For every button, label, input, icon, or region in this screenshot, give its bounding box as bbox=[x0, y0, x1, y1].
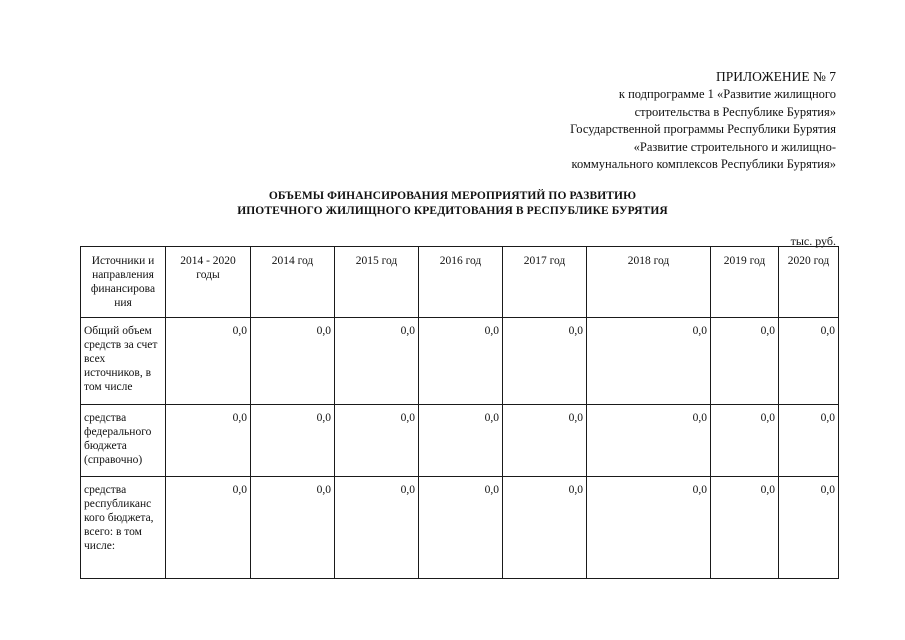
cell-value: 0,0 bbox=[166, 405, 251, 477]
document-title-line: ИПОТЕЧНОГО ЖИЛИЩНОГО КРЕДИТОВАНИЯ В РЕСПУБЛИКЕ БУРЯТИЯ bbox=[237, 205, 668, 217]
cell-value: 0,0 bbox=[503, 318, 587, 405]
table-row-total-funding bbox=[81, 318, 839, 405]
column-header-sources: Источники и направления финансирова ния bbox=[81, 247, 166, 318]
cell-value: 0,0 bbox=[335, 477, 419, 579]
column-header-2014: 2014 год bbox=[251, 247, 335, 318]
appendix-header bbox=[570, 68, 836, 174]
row-label: Общий объем средств за счет всех источников, в том числе bbox=[81, 318, 166, 405]
cell-value: 0,0 bbox=[251, 318, 335, 405]
column-header-2018: 2018 год bbox=[587, 247, 711, 318]
table-row-republican-budget bbox=[81, 477, 839, 579]
appendix-line: «Развитие строительного и жилищно- bbox=[633, 139, 836, 154]
appendix-line: строительства в Республике Бурятия» bbox=[634, 104, 836, 119]
cell-value: 0,0 bbox=[419, 477, 503, 579]
cell-value: 0,0 bbox=[335, 318, 419, 405]
column-header-2020: 2020 год bbox=[779, 247, 839, 318]
column-header-2019: 2019 год bbox=[711, 247, 779, 318]
cell-value: 0,0 bbox=[251, 405, 335, 477]
cell-value: 0,0 bbox=[335, 405, 419, 477]
cell-value: 0,0 bbox=[419, 318, 503, 405]
column-header-total: 2014 - 2020 годы bbox=[166, 247, 251, 318]
units-label: тыс. руб. bbox=[790, 234, 836, 248]
cell-value: 0,0 bbox=[503, 405, 587, 477]
table-header-row bbox=[81, 247, 839, 318]
cell-value: 0,0 bbox=[166, 318, 251, 405]
cell-value: 0,0 bbox=[587, 477, 711, 579]
column-header-2017: 2017 год bbox=[503, 247, 587, 318]
appendix-line: к подпрограмме 1 «Развитие жилищного bbox=[618, 87, 836, 101]
appendix-line: Государственной программы Республики Бурятия bbox=[570, 122, 836, 136]
column-header-2016: 2016 год bbox=[419, 247, 503, 318]
table-row-federal-budget bbox=[81, 405, 839, 477]
cell-value: 0,0 bbox=[419, 405, 503, 477]
cell-value: 0,0 bbox=[587, 318, 711, 405]
cell-value: 0,0 bbox=[711, 477, 779, 579]
cell-value: 0,0 bbox=[779, 405, 839, 477]
cell-value: 0,0 bbox=[711, 405, 779, 477]
column-header-2015: 2015 год bbox=[335, 247, 419, 318]
cell-value: 0,0 bbox=[711, 318, 779, 405]
document-title bbox=[0, 189, 905, 219]
row-label: средства республиканс кого бюджета, всего: в том числе: bbox=[81, 477, 166, 579]
cell-value: 0,0 bbox=[503, 477, 587, 579]
appendix-line: коммунального комплексов Республики Бурятия» bbox=[571, 157, 836, 171]
appendix-number: ПРИЛОЖЕНИЕ № 7 bbox=[715, 69, 836, 84]
cell-value: 0,0 bbox=[166, 477, 251, 579]
financing-table bbox=[80, 246, 839, 579]
cell-value: 0,0 bbox=[251, 477, 335, 579]
document-title-line: ОБЪЕМЫ ФИНАНСИРОВАНИЯ МЕРОПРИЯТИЙ ПО РАЗВИТИЮ bbox=[268, 190, 637, 202]
cell-value: 0,0 bbox=[587, 405, 711, 477]
cell-value: 0,0 bbox=[779, 477, 839, 579]
row-label: средства федерального бюджета (справочно) bbox=[81, 405, 166, 477]
cell-value: 0,0 bbox=[779, 318, 839, 405]
